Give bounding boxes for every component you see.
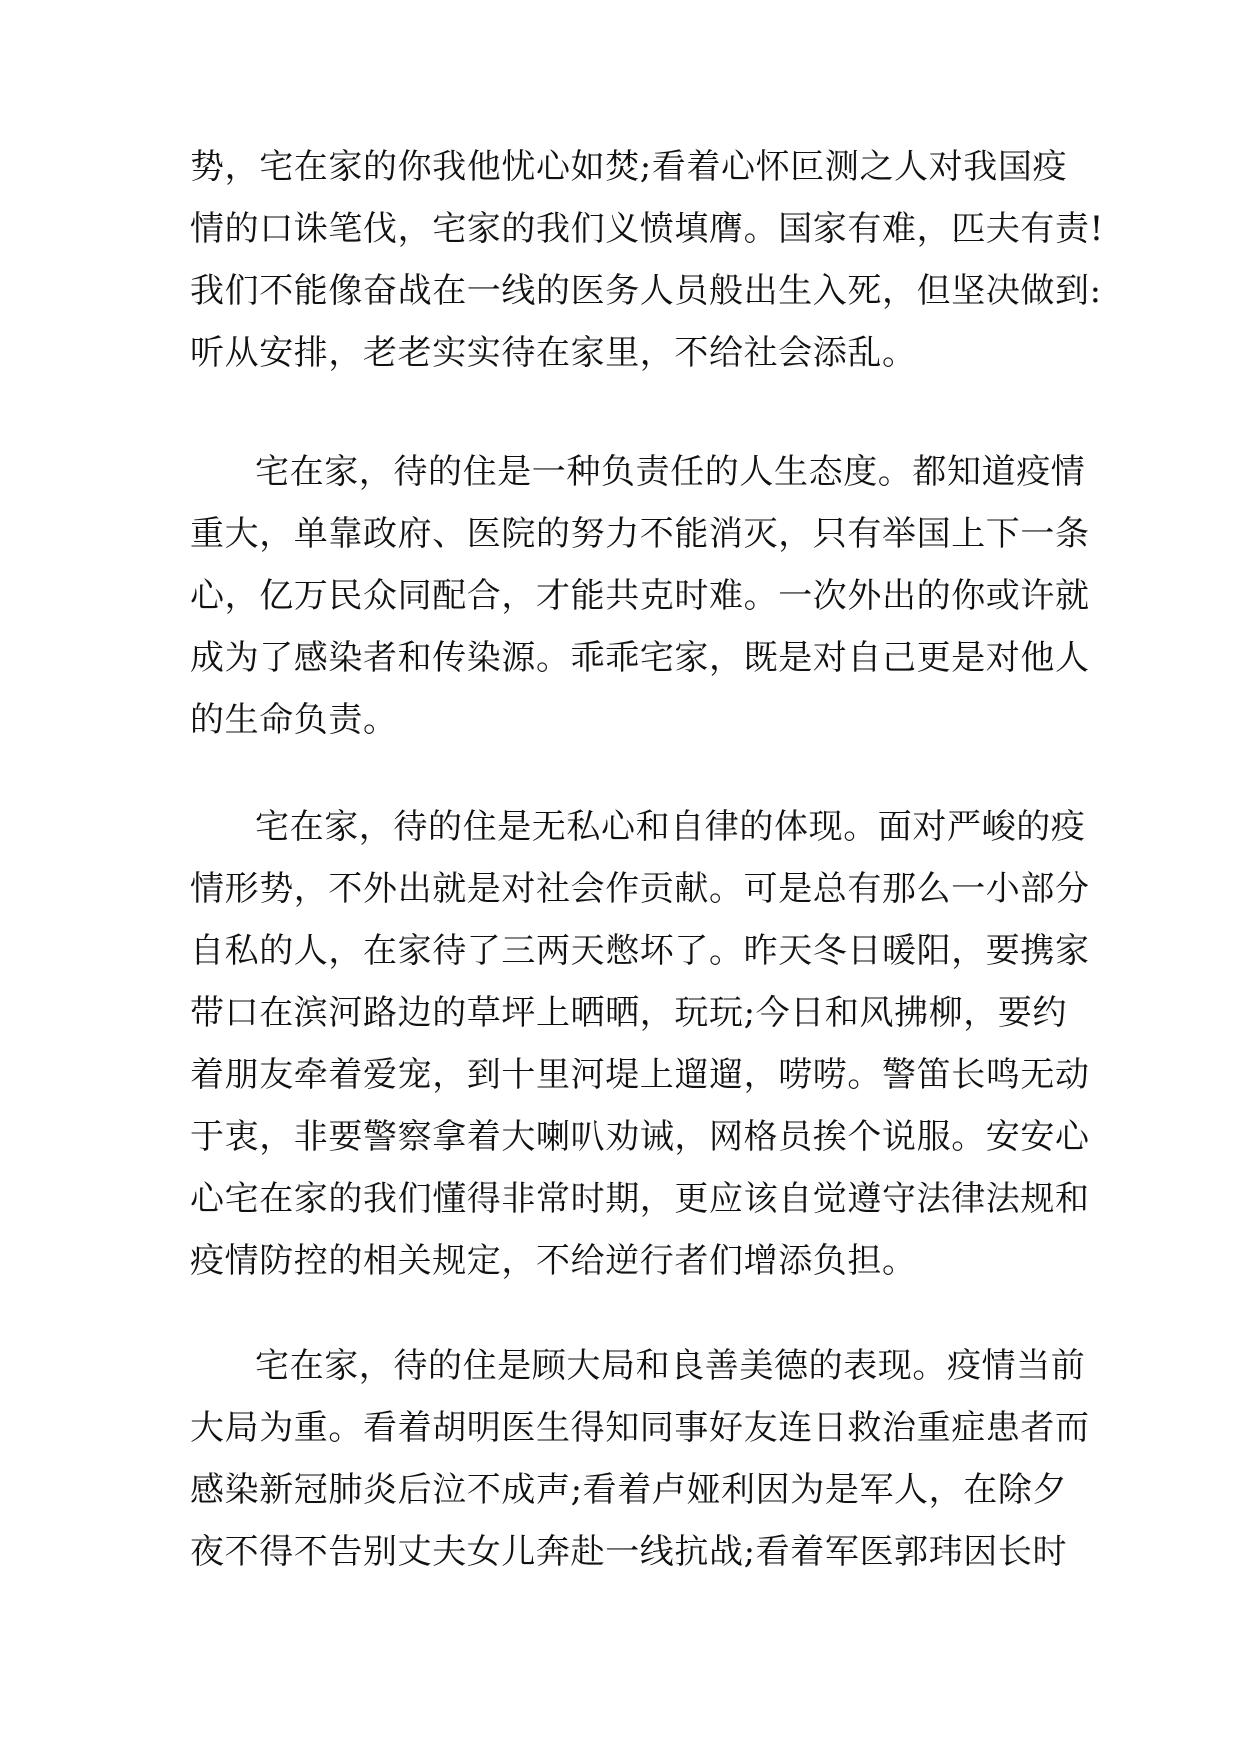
paragraph-3-line-7: 心宅在家的我们懂得非常时期，更应该自觉遵守法律法规和 (190, 1179, 1090, 1219)
paragraph-1-line-3: 我们不能像奋战在一线的医务人员般出生入死，但坚决做到: (190, 271, 1102, 311)
paragraph-3-line-5: 着朋友牵着爱宠，到十里河堤上遛遛，唠唠。警笛长鸣无动 (190, 1055, 1090, 1095)
paragraph-4-line-4: 夜不得不告别丈夫女儿奔赴一线抗战;看着军医郭玮因长时 (190, 1532, 1068, 1572)
paragraph-2-line-2: 重大，单靠政府、医院的努力不能消灭，只有举国上下一条 (190, 514, 1090, 554)
paragraph-1-line-4: 听从安排，老老实实待在家里，不给社会添乱。 (190, 333, 917, 373)
paragraph-4-line-2: 大局为重。看着胡明医生得知同事好友连日救治重症患者而 (190, 1408, 1090, 1448)
paragraph-2-line-5: 的生命负责。 (190, 700, 398, 740)
paragraph-3-line-3: 自私的人，在家待了三两天憋坏了。昨天冬日暖阳，要携家 (190, 931, 1090, 971)
paragraph-4-line-1: 宅在家，待的住是顾大局和良善美德的表现。疫情当前 (255, 1346, 1086, 1386)
paragraph-2-line-3: 心，亿万民众同配合，才能共克时难。一次外出的你或许就 (190, 576, 1090, 616)
paragraph-3-line-1: 宅在家，待的住是无私心和自律的体现。面对严峻的疫 (255, 807, 1086, 847)
paragraph-1-line-1: 势，宅在家的你我他忧心如焚;看着心怀叵测之人对我国疫 (190, 147, 1068, 187)
paragraph-2-line-4: 成为了感染者和传染源。乖乖宅家，既是对自己更是对他人 (190, 638, 1090, 678)
paragraph-3-line-4: 带口在滨河路边的草坪上晒晒，玩玩;今日和风拂柳，要约 (190, 993, 1068, 1033)
paragraph-1-line-2: 情的口诛笔伐，宅家的我们义愤填膺。国家有难，匹夫有责! (190, 209, 1104, 249)
paragraph-3-line-6: 于衷，非要警察拿着大喇叭劝诫，网格员挨个说服。安安心 (190, 1117, 1090, 1157)
paragraph-3-line-2: 情形势，不外出就是对社会作贡献。可是总有那么一小部分 (190, 869, 1090, 909)
paragraph-2-line-1: 宅在家，待的住是一种负责任的人生态度。都知道疫情 (255, 452, 1086, 492)
paragraph-4-line-3: 感染新冠肺炎后泣不成声;看着卢娅利因为是军人，在除夕 (190, 1470, 1068, 1510)
paragraph-3-line-8: 疫情防控的相关规定，不给逆行者们增添负担。 (190, 1241, 917, 1281)
